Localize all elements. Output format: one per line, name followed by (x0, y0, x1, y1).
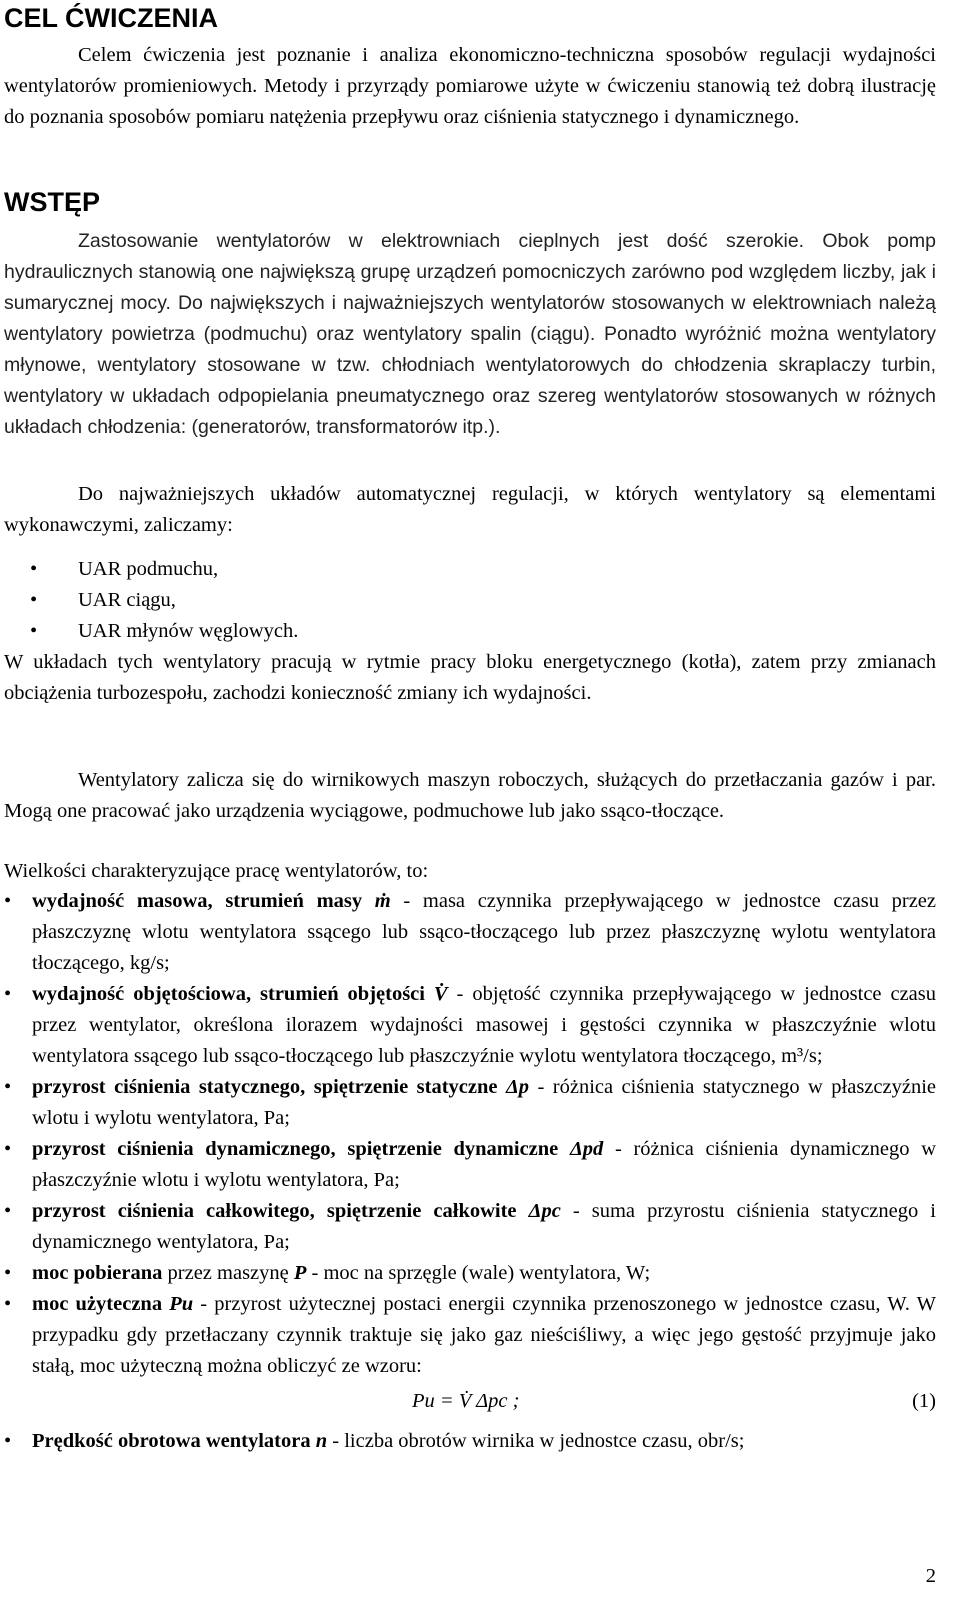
definition-item (4, 1426, 936, 1457)
definition-description: - różnica ciśnienia dynamicznego w płaszczyźnie wlotu i wylotu wentylatora, Pa; (32, 1138, 936, 1191)
definition-term: Prędkość obrotowa wentylatora (32, 1430, 311, 1452)
paragraph-wstep-sans (4, 226, 936, 443)
bullet-icon: • (30, 558, 38, 580)
definition-description: - masa czynnika przepływającego w jednostce czasu przez płaszczyznę wlotu wentylatora ssącego lub ssąco-tłoczącego lub przez płaszczyznę wylotu wentylatora tłoczącego, kg/s; (32, 890, 936, 974)
uar-list-item (4, 616, 936, 647)
definition-term: moc użyteczna (32, 1293, 163, 1315)
definition-symbol: Δpc (528, 1200, 561, 1222)
uar-item-label: UAR ciągu, (78, 589, 176, 611)
definition-item (4, 1196, 936, 1258)
definitions-list (4, 886, 936, 1457)
definition-connector: przez maszynę (162, 1262, 294, 1284)
bullet-icon: • (4, 1293, 12, 1315)
definition-item (4, 1258, 936, 1289)
page-number: 2 (925, 1565, 936, 1587)
section-heading-cel: CEL ĆWICZENIA (4, 3, 218, 33)
bullet-icon: • (4, 1200, 12, 1222)
paragraph-wentylatory: Wentylatory zalicza się do wirnikowych maszyn roboczych, służących do przetłaczania gazów i par. Mogą one pracować jako urządzenia wyciągowe, podmuchowe lub jako ssąco-tłoczące. (4, 769, 936, 822)
section-heading-wstep: WSTĘP (4, 187, 101, 217)
definition-symbol: n (315, 1430, 328, 1452)
definition-symbol: V̇ (433, 983, 448, 1005)
definition-term: moc pobierana (32, 1262, 163, 1284)
definition-term: przyrost ciśnienia całkowitego, spiętrzenie całkowite (32, 1200, 517, 1222)
definition-symbol: Δp (505, 1076, 530, 1098)
definition-description: - moc na sprzęgle (wale) wentylatora, W; (306, 1262, 651, 1284)
definition-term: wydajność objętościowa, strumień objętości (32, 983, 425, 1005)
definition-description: - suma przyrostu ciśnienia statycznego i dynamicznego wentylatora, Pa; (32, 1200, 936, 1253)
definition-item (4, 1289, 936, 1426)
definition-symbol: Pu (169, 1293, 194, 1315)
uar-list (4, 554, 936, 647)
paragraph-wstep-text: Zastosowanie wentylatorów w elektrowniach cieplnych jest dość szerokie. Obok pomp hydraulicznych stanowią one największą grupę urządzeń pomocniczych zarówno pod względem liczby, jak i sumarycznej mocy. Do największych i najważniejszych wentylatorów stosowanych w elektrowniach należą wentylatory powietrza (podmuchu) oraz wentylatory spalin (ciągu). Ponadto wyróżnić można wentylatory młynowe, wentylatory stosowane w tzw. chłodniach wentylatorowych do chłodzenia skraplaczy turbin, wentylatory w układach odpopielania pneumatycznego oraz szereg wentylatorów stosowanych w różnych układach chłodzenia: (generatorów, transformatorów itp.). (4, 230, 936, 438)
definition-description: - przyrost użytecznej postaci energii czynnika przenoszonego w jednostce czasu, W. W przypadku gdy przetłaczany czynnik traktuje się jako gaz nieściśliwy, a więc jego gęstość przyjmuje jako stałą, moc użyteczną można obliczyć ze wzoru: (32, 1293, 937, 1377)
definition-description: - objętość czynnika przepływającego w jednostce czasu przez wentylator, określona ilorazem wydajności masowej i gęstości czynnika w płaszczyźnie wlotu wentylatora ssącego lub ssąco-tłoczącego lub płaszczyźnie wylotu wentylatora tłoczącego, m³/s; (32, 983, 936, 1067)
bullet-icon: • (4, 1076, 12, 1098)
bullet-icon: • (30, 589, 38, 611)
paragraph-cel: Celem ćwiczenia jest poznanie i analiza ekonomiczno-techniczna sposobów regulacji wydajności wentylatorów promieniowych. Metody i przyrządy pomiarowe użyte w ćwiczeniu stanowią też dobrą ilustrację do poznania sposobów pomiaru natężenia przepływu oraz ciśnienia statycznego i dynamicznego. (4, 44, 936, 128)
paragraph-uklady: W układach tych wentylatory pracują w rytmie pracy bloku energetycznego (kotła), zatem przy zmianach obciążenia turbozespołu, zachodzi konieczność zmiany ich wydajności. (4, 651, 936, 704)
uar-item-label: UAR podmuchu, (78, 558, 219, 580)
bullet-icon: • (4, 983, 12, 1005)
bullet-icon: • (4, 1138, 12, 1160)
definition-term: przyrost ciśnienia dynamicznego, spiętrzenie dynamiczne (32, 1138, 559, 1160)
definition-description: - różnica ciśnienia statycznego w płaszczyźnie wlotu i wylotu wentylatora, Pa; (32, 1076, 937, 1129)
uar-list-item (4, 554, 936, 585)
bullet-icon: • (4, 1430, 12, 1452)
definition-item (4, 886, 936, 979)
definition-symbol: ṁ (374, 890, 391, 912)
definition-description: - liczba obrotów wirnika w jednostce czasu, obr/s; (327, 1430, 745, 1452)
definition-symbol: P (293, 1262, 307, 1284)
definition-symbol: Δpd (569, 1138, 604, 1160)
definition-term: wydajność masowa, strumień masy (32, 890, 363, 912)
bullet-icon: • (4, 890, 12, 912)
definition-term: przyrost ciśnienia statycznego, spiętrzenie statyczne (32, 1076, 498, 1098)
paragraph-uar-intro: Do najważniejszych układów automatycznej regulacji, w których wentylatory są elementami wykonawczymi, zaliczamy: (4, 483, 936, 536)
formula-block (32, 1382, 936, 1426)
uar-item-label: UAR młynów węglowych. (78, 620, 299, 642)
formula-expression: Pu = V̇ Δpc ; (412, 1390, 520, 1412)
paragraph-wielkosci: Wielkości charakteryzujące pracę wentylatorów, to: (4, 860, 429, 882)
bullet-icon: • (30, 620, 38, 642)
bullet-icon: • (4, 1262, 12, 1284)
definition-item (4, 979, 936, 1072)
formula-number: (1) (912, 1390, 936, 1412)
definition-item (4, 1134, 936, 1196)
uar-list-item (4, 585, 936, 616)
definition-item (4, 1072, 936, 1134)
